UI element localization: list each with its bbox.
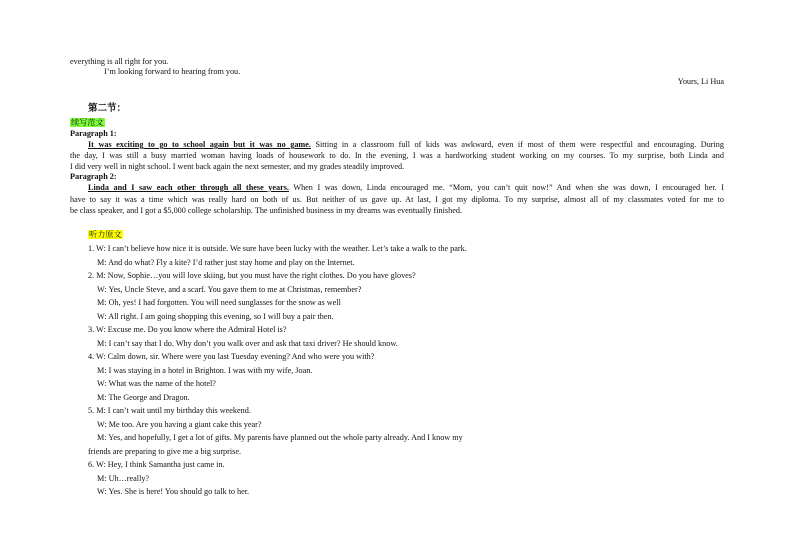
listening-script-label: 听力原文 <box>89 230 122 239</box>
listening-line: M: Yes, and hopefully, I get a lot of gifts. My parents have planned out the whole party already. And I know my <box>97 433 463 442</box>
listening-line: friends are preparing to give me a big surprise. <box>88 446 242 456</box>
listening-line: M: I was staying in a hotel in Brighton. I was with my wife, Joan. <box>97 365 313 375</box>
paragraph-2-line-1: Linda and I saw each other through all these years. When I was down, Linda encouraged me. “Mom, you can’t quit now!” And when she was down, I encouraged her. I <box>88 183 724 192</box>
paragraph-2-line-3: be class speaker, and I got a $5,000 college scholarship. The unfinished business in my dreams was eventually finished. <box>70 206 462 215</box>
listening-line: 3. W: Excuse me. Do you know where the Admiral Hotel is? <box>88 325 287 334</box>
section-2-title: 第二节： <box>88 104 127 114</box>
paragraph-1-line-3: I did very well in night school. I went back again the next semester, and my grades steadily improved. <box>70 162 405 171</box>
listening-line: W: What was the name of the hotel? <box>97 379 216 388</box>
listening-line: M: Oh, yes! I had forgotten. You will need sunglasses for the snow as well <box>97 298 341 307</box>
listening-line: 2. M: Now, Sophie…you will love skiing, but you must have the right clothes. Do you have gloves? <box>88 271 416 280</box>
letter-signature: Yours, Li Hua <box>677 77 724 86</box>
listening-line: M: The George and Dragon. <box>97 392 190 402</box>
listening-line: 6. W: Hey, I think Samantha just came in. <box>88 460 225 469</box>
paragraph-2-lead: Linda and I saw each other through all these years. <box>88 183 289 192</box>
listening-line: M: And do what? Fly a kite? I’d rather just stay home and play on the Internet. <box>97 257 355 267</box>
paragraph-2-label: Paragraph 2: <box>70 172 117 181</box>
listening-line: W: Me too. Are you having a giant cake this year? <box>97 419 262 429</box>
paragraph-1-lead: It was exciting to go to school again but it was no game. <box>88 140 311 149</box>
listening-line: W: All right. I am going shopping this evening, so I will buy a pair then. <box>97 311 334 321</box>
sample-essay-label: 续写范文 <box>71 118 104 127</box>
listening-line: W: Yes. She is here! You should go talk to her. <box>97 487 250 496</box>
paragraph-2-line-2: have to say it was a time which was really hard on both of us. But neither of us gave up. At last, I got my diploma. To my surprise, almost all of my classmates voted for me to <box>70 195 724 204</box>
paragraph-1-line-2: the day, I was still a busy married woman having loads of housework to do. In the evening, I was a hardworking student working on my courses. To my surprise, both Linda and <box>70 151 724 160</box>
listening-line: 4. W: Calm down, sir. Where were you last Tuesday evening? And who were you with? <box>88 352 375 361</box>
listening-line: 5. M: I can’t wait until my birthday this weekend. <box>88 406 251 415</box>
paragraph-1-label: Paragraph 1: <box>70 129 117 138</box>
listening-line: M: Uh…really? <box>97 473 150 483</box>
listening-line: 1. W: I can’t believe how nice it is outside. We sure have been lucky with the weather. Let’s take a walk to the park. <box>88 244 467 253</box>
paragraph-1-line-1: It was exciting to go to school again but it was no game. Sitting in a classroom full of kids was awkward, even if most of them were respectful and encouraging. During <box>88 140 724 149</box>
listening-line: M: I can’t say that I do. Why don’t you walk over and ask that taxi driver? He should know. <box>97 338 398 348</box>
letter-line-2: I’m looking forward to hearing from you. <box>104 67 241 76</box>
letter-line-1: everything is all right for you. <box>70 57 169 66</box>
listening-line: W: Yes, Uncle Steve, and a scarf. You gave them to me at Christmas, remember? <box>97 284 362 294</box>
